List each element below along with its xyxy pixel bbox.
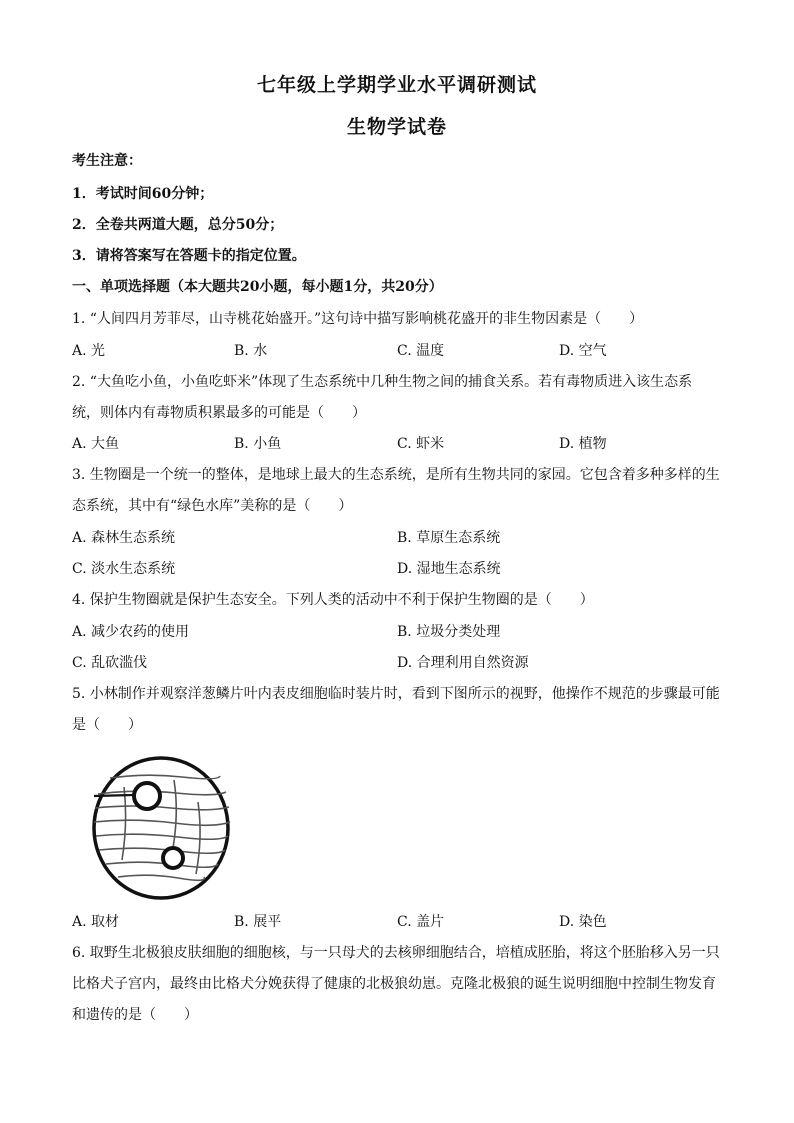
question-text: 比格犬子宫内，最终由比格犬分娩获得了健康的北极狼幼崽。克隆北极狼的诞生说明细胞中控制生物发育 (72, 976, 716, 992)
microscope-field-figure (86, 752, 236, 904)
option-b: B. 水 (234, 343, 268, 359)
option-c: C. 温度 (397, 343, 445, 359)
question-text: 是（ ） (72, 717, 142, 733)
option-b: B. 垃圾分类处理 (397, 624, 501, 640)
notice-item: 1．考试时间60分钟； (72, 186, 214, 202)
section-heading: 一、单项选择题（本大题共20小题，每小题1分，共20分） (72, 279, 443, 295)
option-b: B. 小鱼 (234, 436, 282, 452)
question-text: 6. 取野生北极狼皮肤细胞的细胞核，与一只母犬的去核卵细胞结合，培植成胚胎，将这个胚胎移入另一只 (72, 945, 720, 961)
option-c: C. 盖片 (397, 914, 445, 930)
notice-item: 3．请将答案写在答题卡的指定位置。 (72, 248, 306, 264)
exam-subtitle: 生物学试卷 (346, 116, 447, 138)
question-text: 4. 保护生物圈就是保护生态安全。下列人类的活动中不利于保护生物圈的是（ ） (72, 592, 594, 608)
option-d: D. 植物 (559, 436, 607, 452)
option-c: C. 乱砍滥伐 (72, 655, 148, 671)
notice-heading: 考生注意： (72, 153, 142, 169)
question-text: 2. “大鱼吃小鱼，小鱼吃虾米”体现了生态系统中几种生物之间的捕食关系。若有毒物质进入该生态系 (72, 374, 693, 390)
option-a: A. 森林生态系统 (72, 530, 176, 546)
option-a: A. 大鱼 (72, 436, 120, 452)
option-d: D. 合理利用自然资源 (397, 655, 529, 671)
question-text: 1. “人间四月芳菲尽，山寺桃花始盛开。”这句诗中描写影响桃花盛开的非生物因素是（ ） (72, 311, 644, 327)
option-d: D. 空气 (559, 343, 607, 359)
question-text: 3. 生物圈是一个统一的整体，是地球上最大的生态系统，是所有生物共同的家园。它包含着多种多样的生 (72, 467, 720, 483)
option-c: C. 淡水生态系统 (72, 561, 176, 577)
option-d: D. 染色 (559, 914, 607, 930)
notice-item: 2．全卷共两道大题，总分50分； (72, 217, 284, 233)
option-b: B. 展平 (234, 914, 282, 930)
question-text: 态系统，其中有“绿色水库”美称的是（ ） (72, 498, 353, 514)
question-text: 和遗传的是（ ） (72, 1007, 198, 1023)
option-c: C. 虾米 (397, 436, 445, 452)
option-a: A. 减少农药的使用 (72, 624, 190, 640)
option-a: A. 取材 (72, 914, 120, 930)
exam-title: 七年级上学期学业水平调研测试 (256, 74, 537, 96)
question-text: 统，则体内有毒物质积累最多的可能是（ ） (72, 405, 366, 421)
option-b: B. 草原生态系统 (397, 530, 501, 546)
option-d: D. 湿地生态系统 (397, 561, 501, 577)
question-text: 5. 小林制作并观察洋葱鳞片叶内表皮细胞临时装片时，看到下图所示的视野，他操作不规范的步骤最可能 (72, 686, 720, 702)
option-a: A. 光 (72, 343, 106, 359)
